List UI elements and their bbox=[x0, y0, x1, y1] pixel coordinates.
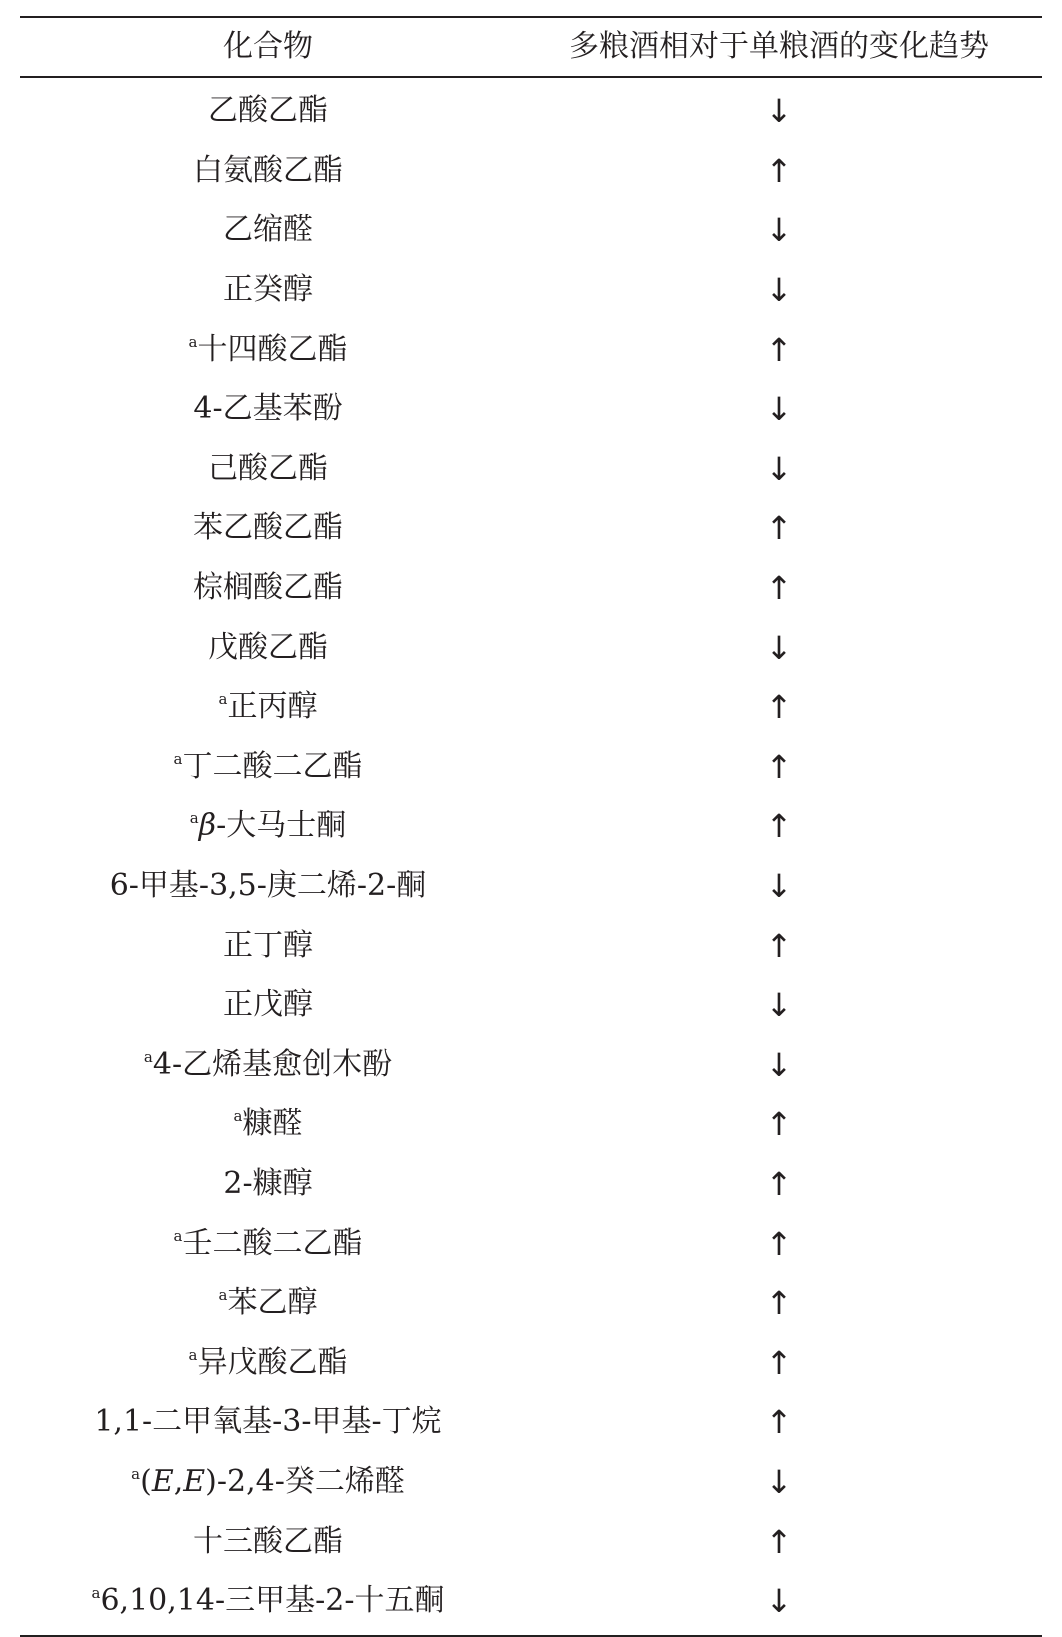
trend-down-arrow: ↓ bbox=[765, 986, 793, 1025]
table-row bbox=[20, 260, 1042, 320]
compound-name: 苯乙酸乙酯 bbox=[193, 510, 343, 546]
compound-cell bbox=[20, 152, 516, 188]
trend-down-arrow: ↓ bbox=[765, 390, 793, 429]
compound-cell bbox=[20, 1463, 516, 1499]
trend-up-arrow: ↑ bbox=[765, 1224, 793, 1263]
trend-up-arrow: ↑ bbox=[765, 926, 793, 965]
compound-cell bbox=[20, 987, 516, 1023]
compound-name: 丁二酸二乙酯 bbox=[182, 748, 363, 784]
compound-cell bbox=[20, 1344, 516, 1380]
compound-name: 正癸醇 bbox=[223, 272, 313, 308]
trend-down-arrow: ↓ bbox=[765, 271, 793, 310]
footnote-marker: a bbox=[189, 809, 199, 828]
trend-down-arrow: ↓ bbox=[765, 1045, 793, 1084]
trend-up-arrow: ↑ bbox=[765, 747, 793, 786]
trend-up-arrow: ↑ bbox=[765, 151, 793, 190]
trend-up-arrow: ↑ bbox=[765, 1284, 793, 1323]
trend-down-arrow: ↓ bbox=[765, 867, 793, 906]
compound-cell bbox=[20, 748, 516, 784]
compound-cell bbox=[20, 808, 516, 844]
compound-cell bbox=[20, 1404, 516, 1440]
compound-cell bbox=[20, 1106, 516, 1142]
table-row bbox=[20, 677, 1042, 737]
header-trend: 多粮酒相对于单粮酒的变化趋势 bbox=[569, 29, 989, 64]
compound-name: 6,10,14-三甲基-2-十五酮 bbox=[100, 1583, 445, 1619]
trend-down-arrow: ↓ bbox=[765, 449, 793, 488]
table-body bbox=[20, 78, 1042, 1635]
table-row bbox=[20, 82, 1042, 142]
trend-up-arrow: ↑ bbox=[765, 1105, 793, 1144]
compound-name: 4-乙烯基愈创木酚 bbox=[152, 1046, 393, 1082]
table-row bbox=[20, 1154, 1042, 1214]
compound-cell bbox=[20, 1225, 516, 1261]
footnote-marker: a bbox=[233, 1107, 243, 1126]
trend-up-arrow: ↑ bbox=[765, 1522, 793, 1561]
compound-cell bbox=[20, 1523, 516, 1559]
table-row bbox=[20, 439, 1042, 499]
table-row bbox=[20, 737, 1042, 797]
footnote-marker: a bbox=[143, 1047, 153, 1066]
table-row bbox=[20, 975, 1042, 1035]
trend-down-arrow: ↓ bbox=[765, 211, 793, 250]
compound-trend-table bbox=[20, 16, 1042, 1637]
table-row bbox=[20, 1512, 1042, 1572]
trend-up-arrow: ↑ bbox=[765, 1403, 793, 1442]
table-row bbox=[20, 797, 1042, 857]
table-row bbox=[20, 1273, 1042, 1333]
compound-name: 正丁醇 bbox=[223, 927, 313, 963]
compound-name: 正戊醇 bbox=[223, 987, 313, 1023]
compound-name-prefix: β bbox=[198, 808, 217, 844]
table-row bbox=[20, 1393, 1042, 1453]
table-header-row bbox=[20, 18, 1042, 76]
footnote-marker: a bbox=[188, 332, 198, 351]
table-row bbox=[20, 320, 1042, 380]
compound-cell bbox=[20, 391, 516, 427]
compound-name: (E,E)-2,4-癸二烯醛 bbox=[140, 1463, 405, 1499]
table-row bbox=[20, 856, 1042, 916]
compound-cell bbox=[20, 331, 516, 367]
compound-cell bbox=[20, 212, 516, 248]
table-row bbox=[20, 618, 1042, 678]
compound-cell bbox=[20, 93, 516, 129]
compound-name: 6-甲基-3,5-庚二烯-2-酮 bbox=[109, 868, 427, 904]
header-compound: 化合物 bbox=[223, 29, 313, 64]
table-row bbox=[20, 1452, 1042, 1512]
compound-name: 十三酸乙酯 bbox=[193, 1523, 343, 1559]
compound-cell bbox=[20, 570, 516, 606]
footnote-marker: a bbox=[173, 749, 183, 768]
compound-name: 正丙醇 bbox=[227, 689, 318, 725]
compound-name: 乙酸乙酯 bbox=[208, 93, 328, 129]
compound-name: 白氨酸乙酯 bbox=[193, 152, 343, 188]
compound-name: 乙缩醛 bbox=[223, 212, 313, 248]
compound-cell bbox=[20, 868, 516, 904]
trend-up-arrow: ↑ bbox=[765, 330, 793, 369]
compound-name: 壬二酸二乙酯 bbox=[182, 1225, 363, 1261]
table-row bbox=[20, 201, 1042, 261]
trend-up-arrow: ↑ bbox=[765, 1343, 793, 1382]
compound-cell bbox=[20, 450, 516, 486]
table-row bbox=[20, 499, 1042, 559]
footnote-marker: a bbox=[218, 1286, 228, 1305]
trend-up-arrow: ↑ bbox=[765, 1164, 793, 1203]
footnote-marker: a bbox=[173, 1226, 183, 1245]
footnote-marker: a bbox=[131, 1464, 141, 1483]
table-row bbox=[20, 1095, 1042, 1155]
trend-up-arrow: ↑ bbox=[765, 807, 793, 846]
table-row bbox=[20, 1571, 1042, 1631]
compound-cell bbox=[20, 1583, 516, 1619]
compound-name: 异戊酸乙酯 bbox=[197, 1344, 348, 1380]
footnote-marker: a bbox=[188, 1345, 198, 1364]
compound-cell bbox=[20, 629, 516, 665]
table-row bbox=[20, 379, 1042, 439]
footnote-marker: a bbox=[218, 690, 228, 709]
compound-name: 十四酸乙酯 bbox=[197, 331, 348, 367]
compound-cell bbox=[20, 927, 516, 963]
compound-cell bbox=[20, 510, 516, 546]
compound-name: 己酸乙酯 bbox=[208, 450, 328, 486]
compound-name: 戊酸乙酯 bbox=[208, 629, 328, 665]
compound-cell bbox=[20, 1285, 516, 1321]
footnote-marker: a bbox=[91, 1584, 101, 1603]
table-row bbox=[20, 1214, 1042, 1274]
compound-name: 1,1-二甲氧基-3-甲基-丁烷 bbox=[94, 1404, 442, 1440]
table-row bbox=[20, 558, 1042, 618]
trend-down-arrow: ↓ bbox=[765, 1462, 793, 1501]
compound-name: 苯乙醇 bbox=[227, 1285, 318, 1321]
trend-up-arrow: ↑ bbox=[765, 509, 793, 548]
compound-cell bbox=[20, 272, 516, 308]
compound-name: 糠醛 bbox=[242, 1106, 303, 1142]
table-row bbox=[20, 1035, 1042, 1095]
table-row bbox=[20, 1333, 1042, 1393]
compound-name: 棕榈酸乙酯 bbox=[193, 570, 343, 606]
table-row bbox=[20, 916, 1042, 976]
compound-cell bbox=[20, 1046, 516, 1082]
trend-down-arrow: ↓ bbox=[765, 92, 793, 131]
table-row bbox=[20, 141, 1042, 201]
trend-down-arrow: ↓ bbox=[765, 1582, 793, 1621]
trend-up-arrow: ↑ bbox=[765, 688, 793, 727]
compound-name: -大马士酮 bbox=[216, 808, 347, 844]
compound-cell bbox=[20, 689, 516, 725]
compound-cell bbox=[20, 1165, 516, 1201]
compound-name: 4-乙基苯酚 bbox=[193, 391, 343, 427]
trend-up-arrow: ↑ bbox=[765, 569, 793, 608]
trend-down-arrow: ↓ bbox=[765, 628, 793, 667]
compound-name: 2-糠醇 bbox=[223, 1165, 313, 1201]
